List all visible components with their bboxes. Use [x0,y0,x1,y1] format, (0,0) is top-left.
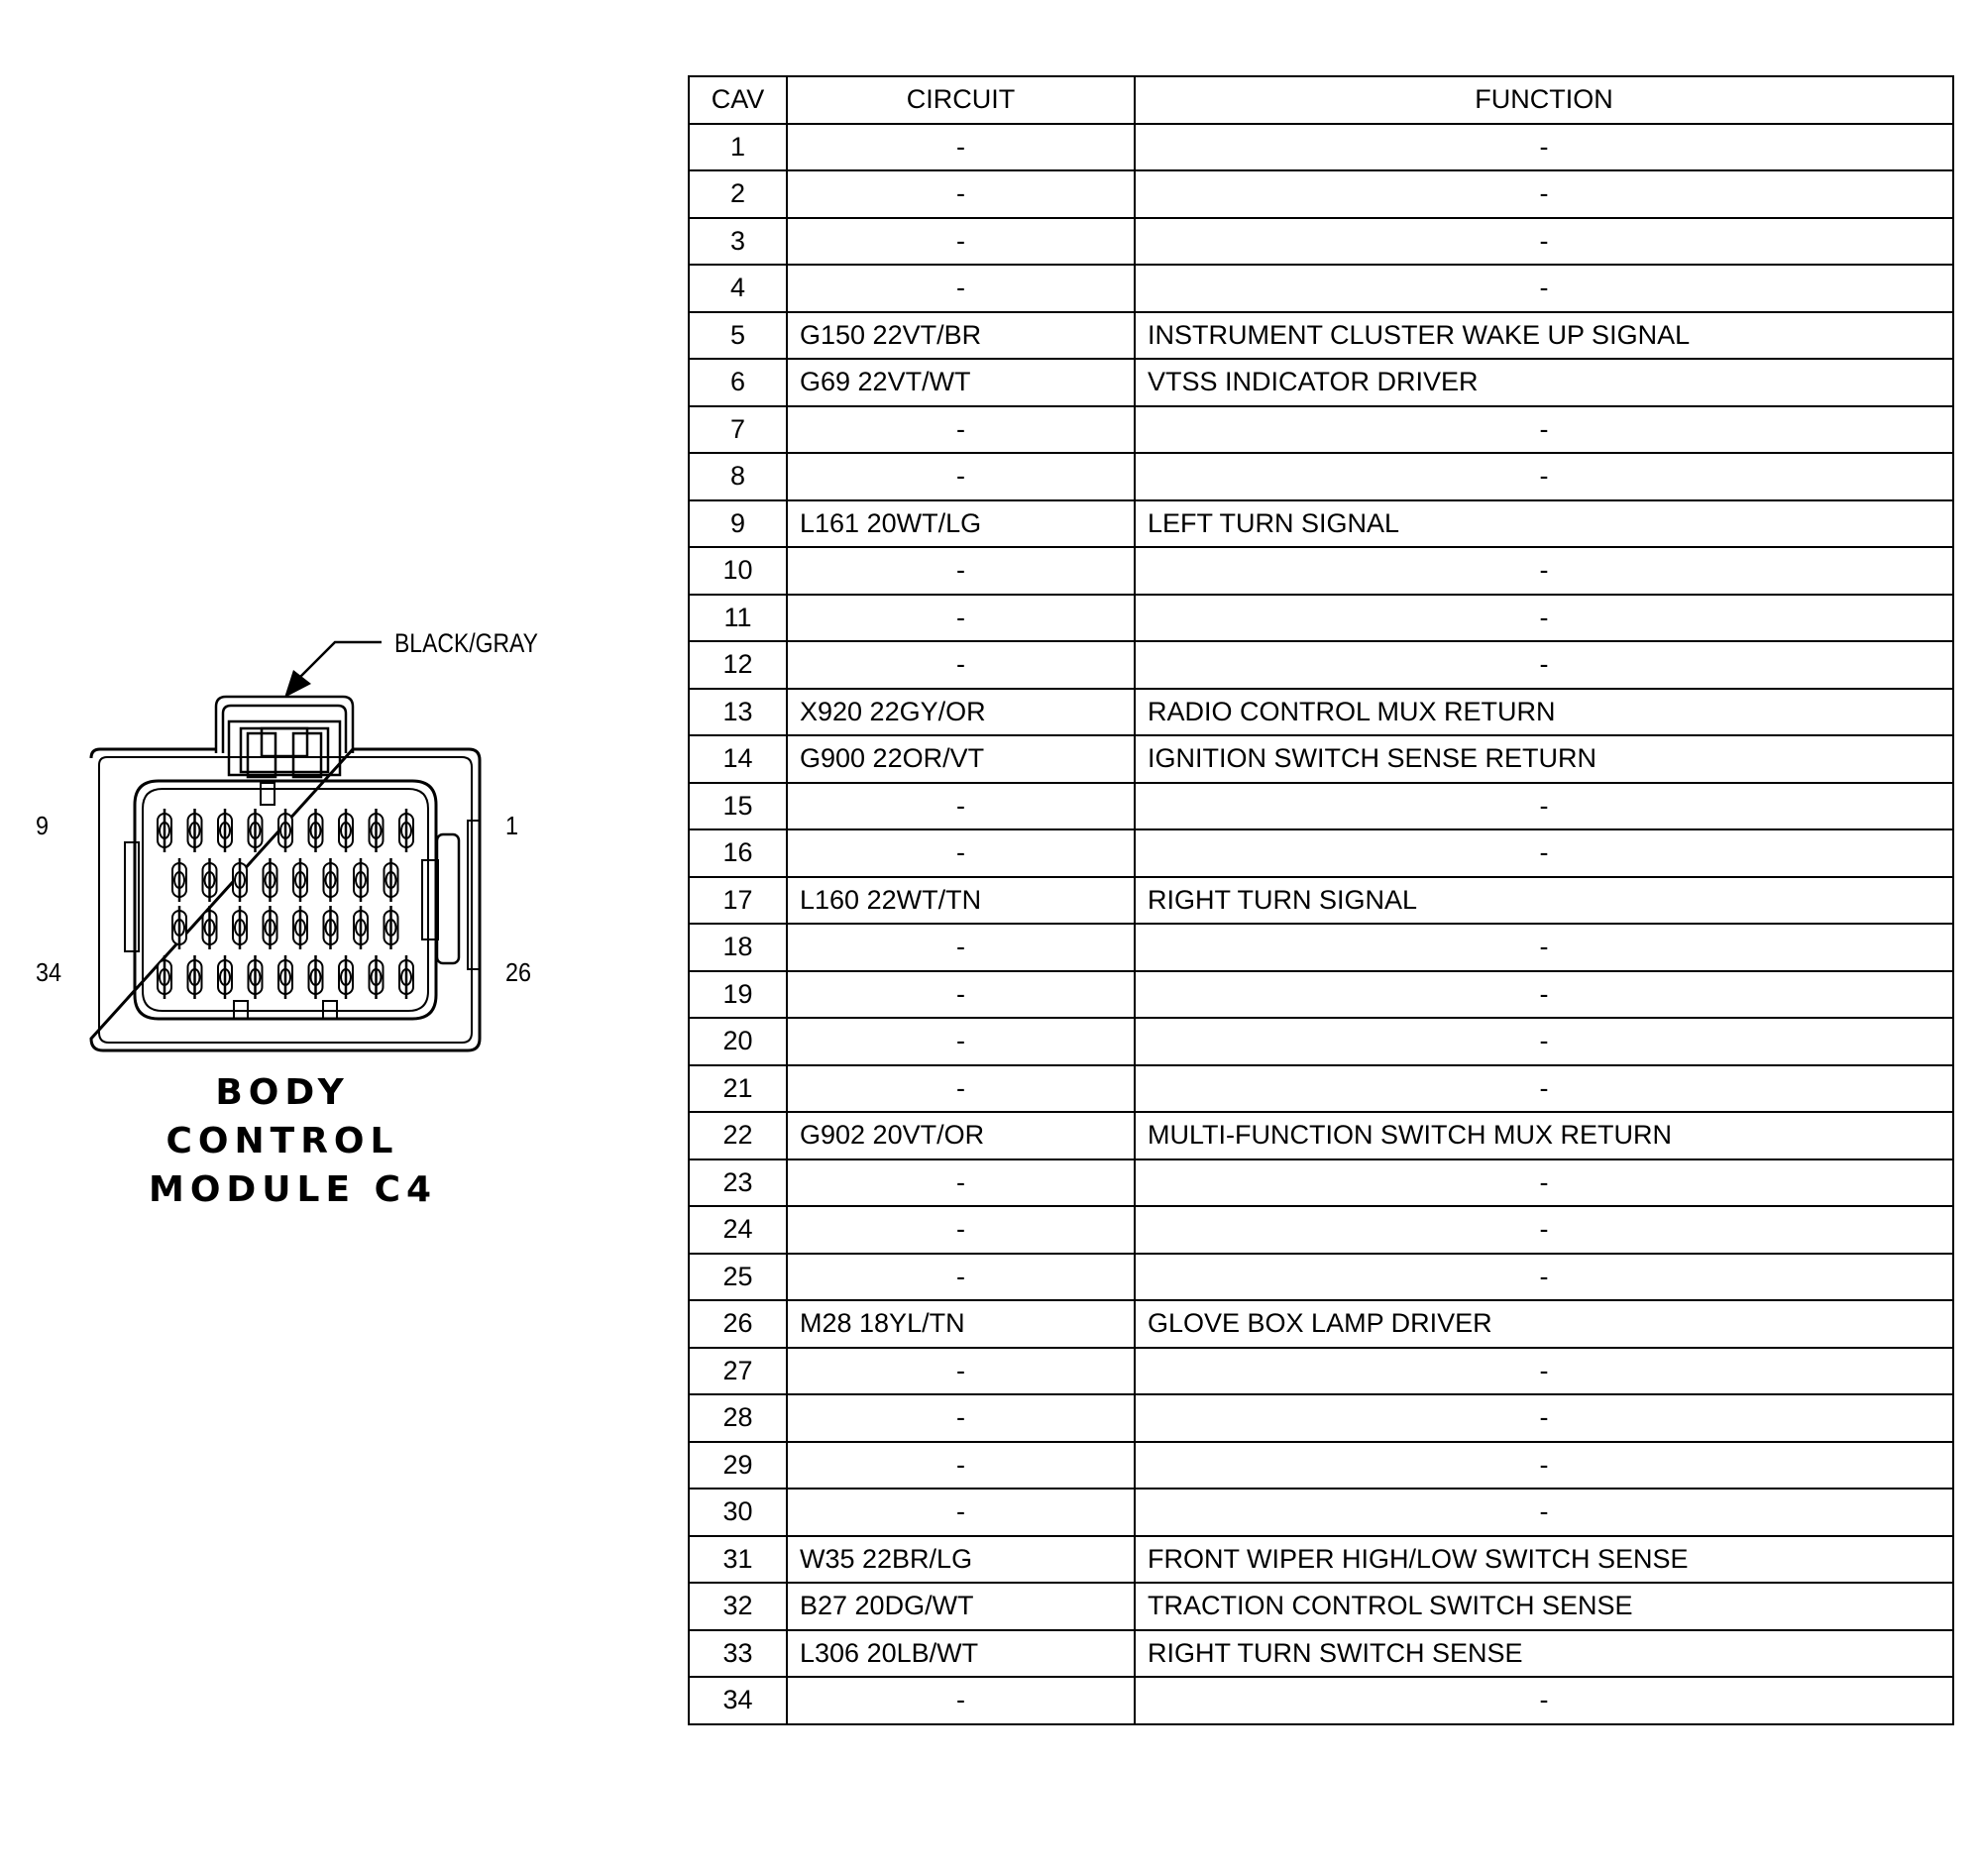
cav-cell: 24 [689,1206,787,1254]
cav-cell: 30 [689,1489,787,1536]
cav-cell: 25 [689,1254,787,1301]
cav-cell: 13 [689,689,787,736]
connector-pin [399,809,413,852]
circuit-cell: - [787,641,1135,689]
cav-cell: 31 [689,1536,787,1584]
circuit-cell: L306 20LB/WT [787,1630,1135,1678]
header-cav: CAV [689,76,787,124]
function-cell: - [1135,595,1953,642]
pinout-table [688,75,1954,1725]
function-cell: - [1135,124,1953,171]
connector-pin [264,858,277,902]
table-row [689,500,1953,548]
circuit-cell: L161 20WT/LG [787,500,1135,548]
function-cell: - [1135,547,1953,595]
connector-pin [188,809,202,852]
circuit-cell: - [787,547,1135,595]
connector-pin [354,906,368,949]
circuit-cell: - [787,924,1135,971]
circuit-cell: - [787,1206,1135,1254]
circuit-cell: - [787,170,1135,218]
connector-pin [172,858,186,902]
function-cell: - [1135,1489,1953,1536]
table-row [689,1159,1953,1207]
circuit-cell: G69 22VT/WT [787,359,1135,406]
connector-pin [203,858,217,902]
table-row [689,1536,1953,1584]
connector-pin [324,906,338,949]
connector-latch [216,697,353,777]
cav-cell: 12 [689,641,787,689]
connector-pin [278,955,292,999]
table-row [689,1442,1953,1490]
function-cell: - [1135,641,1953,689]
table-row [689,877,1953,925]
circuit-cell: - [787,218,1135,266]
table-row [689,547,1953,595]
circuit-cell: - [787,1159,1135,1207]
function-cell: - [1135,453,1953,500]
cav-cell: 28 [689,1394,787,1442]
connector-title-line-2: CONTROL [165,1121,399,1161]
cav-cell: 20 [689,1018,787,1065]
circuit-cell: G150 22VT/BR [787,312,1135,360]
cav-cell: 17 [689,877,787,925]
function-cell: - [1135,971,1953,1019]
cav-cell: 8 [689,453,787,500]
circuit-cell: - [787,595,1135,642]
function-cell: - [1135,924,1953,971]
cav-cell: 19 [689,971,787,1019]
table-row [689,124,1953,171]
table-row [689,1394,1953,1442]
function-cell: - [1135,1394,1953,1442]
function-cell: RADIO CONTROL MUX RETURN [1135,689,1953,736]
table-row [689,1630,1953,1678]
connector-pin [293,858,307,902]
circuit-cell: - [787,124,1135,171]
circuit-cell: - [787,1254,1135,1301]
circuit-cell: - [787,1065,1135,1113]
table-row [689,595,1953,642]
circuit-cell: - [787,971,1135,1019]
cav-cell: 32 [689,1583,787,1630]
table-row [689,218,1953,266]
circuit-cell: - [787,1018,1135,1065]
circuit-cell: - [787,1394,1135,1442]
table-row [689,783,1953,830]
cav-cell: 29 [689,1442,787,1490]
circuit-cell: - [787,1677,1135,1724]
table-row [689,689,1953,736]
color-arrowhead [284,670,311,698]
function-cell: - [1135,1677,1953,1724]
cav-cell: 9 [689,500,787,548]
function-cell: - [1135,829,1953,877]
cav-cell: 6 [689,359,787,406]
function-cell: - [1135,1018,1953,1065]
cav-cell: 5 [689,312,787,360]
header-function: FUNCTION [1135,76,1953,124]
cav-cell: 3 [689,218,787,266]
connector-pin [385,906,398,949]
connector-pin [354,858,368,902]
connector-pin [158,809,171,852]
circuit-cell: W35 22BR/LG [787,1536,1135,1584]
function-cell: - [1135,406,1953,454]
pin-label-bottom-right: 26 [505,957,532,987]
circuit-cell: M28 18YL/TN [787,1300,1135,1348]
connector-color-label: BLACK/GRAY [394,628,538,658]
connector-pin [218,955,232,999]
table-row [689,735,1953,783]
table-row [689,1583,1953,1630]
function-cell: - [1135,1254,1953,1301]
table-row [689,1254,1953,1301]
function-cell: - [1135,170,1953,218]
function-cell: - [1135,1065,1953,1113]
connector-pin [249,809,263,852]
table-row [689,1489,1953,1536]
header-circuit: CIRCUIT [787,76,1135,124]
circuit-cell: - [787,829,1135,877]
cav-cell: 21 [689,1065,787,1113]
circuit-cell: - [787,406,1135,454]
table-row [689,1018,1953,1065]
circuit-cell: - [787,453,1135,500]
connector-pin [264,906,277,949]
function-cell: INSTRUMENT CLUSTER WAKE UP SIGNAL [1135,312,1953,360]
cav-cell: 33 [689,1630,787,1678]
connector-pin [324,858,338,902]
circuit-cell: G900 22OR/VT [787,735,1135,783]
function-cell: MULTI-FUNCTION SWITCH MUX RETURN [1135,1112,1953,1159]
connector-pin [370,809,384,852]
cav-cell: 2 [689,170,787,218]
table-header-row [689,76,1953,124]
cav-cell: 18 [689,924,787,971]
cav-cell: 4 [689,265,787,312]
connector-pin [309,809,323,852]
table-row [689,971,1953,1019]
cav-cell: 27 [689,1348,787,1395]
cav-cell: 23 [689,1159,787,1207]
circuit-cell: B27 20DG/WT [787,1583,1135,1630]
connector-pin [339,809,353,852]
cav-cell: 22 [689,1112,787,1159]
table-row [689,1065,1953,1113]
table-row [689,641,1953,689]
function-cell: GLOVE BOX LAMP DRIVER [1135,1300,1953,1348]
connector-pin [203,906,217,949]
function-cell: - [1135,265,1953,312]
function-cell: FRONT WIPER HIGH/LOW SWITCH SENSE [1135,1536,1953,1584]
circuit-cell: X920 22GY/OR [787,689,1135,736]
connector-pin [339,955,353,999]
circuit-cell: - [787,1442,1135,1490]
table-row [689,829,1953,877]
connector-pin [385,858,398,902]
table-row [689,924,1953,971]
table-row [689,265,1953,312]
table-row [689,1300,1953,1348]
connector-pin [370,955,384,999]
connector-title [149,1068,438,1214]
connector-pin [188,955,202,999]
connector-pin [233,858,247,902]
function-cell: TRACTION CONTROL SWITCH SENSE [1135,1583,1953,1630]
table-row [689,1348,1953,1395]
function-cell: - [1135,1348,1953,1395]
pin-label-bottom-left: 34 [36,957,62,987]
function-cell: VTSS INDICATOR DRIVER [1135,359,1953,406]
connector-pin [233,906,247,949]
table-row [689,453,1953,500]
function-cell: IGNITION SWITCH SENSE RETURN [1135,735,1953,783]
circuit-cell: G902 20VT/OR [787,1112,1135,1159]
connector-pin [309,955,323,999]
circuit-cell: L160 22WT/TN [787,877,1135,925]
connector-pin [278,809,292,852]
cav-cell: 1 [689,124,787,171]
cav-cell: 26 [689,1300,787,1348]
table-row [689,170,1953,218]
cav-cell: 11 [689,595,787,642]
connector-housing [91,749,480,1050]
color-leader-line [297,642,382,680]
circuit-cell: - [787,1348,1135,1395]
cav-cell: 16 [689,829,787,877]
table-row [689,1112,1953,1159]
cav-cell: 14 [689,735,787,783]
connector-pin [218,809,232,852]
connector-pins [158,809,413,999]
connector-pin [158,955,171,999]
function-cell: RIGHT TURN SIGNAL [1135,877,1953,925]
function-cell: RIGHT TURN SWITCH SENSE [1135,1630,1953,1678]
circuit-cell: - [787,1489,1135,1536]
table-row [689,1677,1953,1724]
cav-cell: 15 [689,783,787,830]
table-row [689,406,1953,454]
table-row [689,312,1953,360]
cav-cell: 7 [689,406,787,454]
connector-pin [172,906,186,949]
function-cell: - [1135,1442,1953,1490]
function-cell: - [1135,1159,1953,1207]
cav-cell: 34 [689,1677,787,1724]
connector-title-line-1: BODY [215,1072,350,1113]
connector-pin [249,955,263,999]
pin-label-top-left: 9 [36,811,50,840]
connector-title-line-3: MODULE C4 [149,1169,438,1210]
pin-label-top-right: 1 [505,811,519,840]
function-cell: - [1135,218,1953,266]
table-row [689,1206,1953,1254]
connector-pin [399,955,413,999]
function-cell: LEFT TURN SIGNAL [1135,500,1953,548]
circuit-cell: - [787,265,1135,312]
cav-cell: 10 [689,547,787,595]
table-row [689,359,1953,406]
function-cell: - [1135,783,1953,830]
function-cell: - [1135,1206,1953,1254]
connector-pin [293,906,307,949]
circuit-cell: - [787,783,1135,830]
